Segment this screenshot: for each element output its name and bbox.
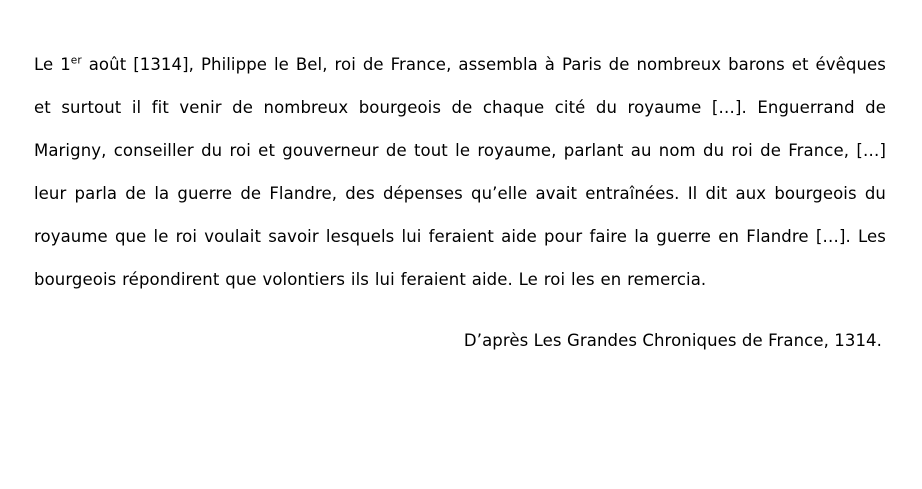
ordinal-suffix: er: [70, 54, 82, 66]
excerpt-paragraph: [34, 43, 886, 301]
source-attribution: D’après Les Grandes Chroniques de France, 1314.: [463, 330, 882, 350]
excerpt-text-start: Le 1: [34, 54, 71, 74]
excerpt-text-rest: août [1314], Philippe le Bel, roi de France, assembla à Paris de nombreux barons et évêques et surtout il fit venir de nombreux bourgeois de chaque cité du royaume […]. Enguerrand de Marigny, conseiller du roi et gouverneur de tout le royaume, parlant au nom du roi de France, […] leur parla de la guerre de Flandre, des dépenses qu’elle avait entraînées. Il dit aux bourgeois du royaume que le roi voulait savoir lesquels lui feraient aide pour faire la guerre en Flandre […]. Les bourgeois répondirent que volontiers ils lui feraient aide. Le roi les en remercia.: [34, 54, 886, 289]
